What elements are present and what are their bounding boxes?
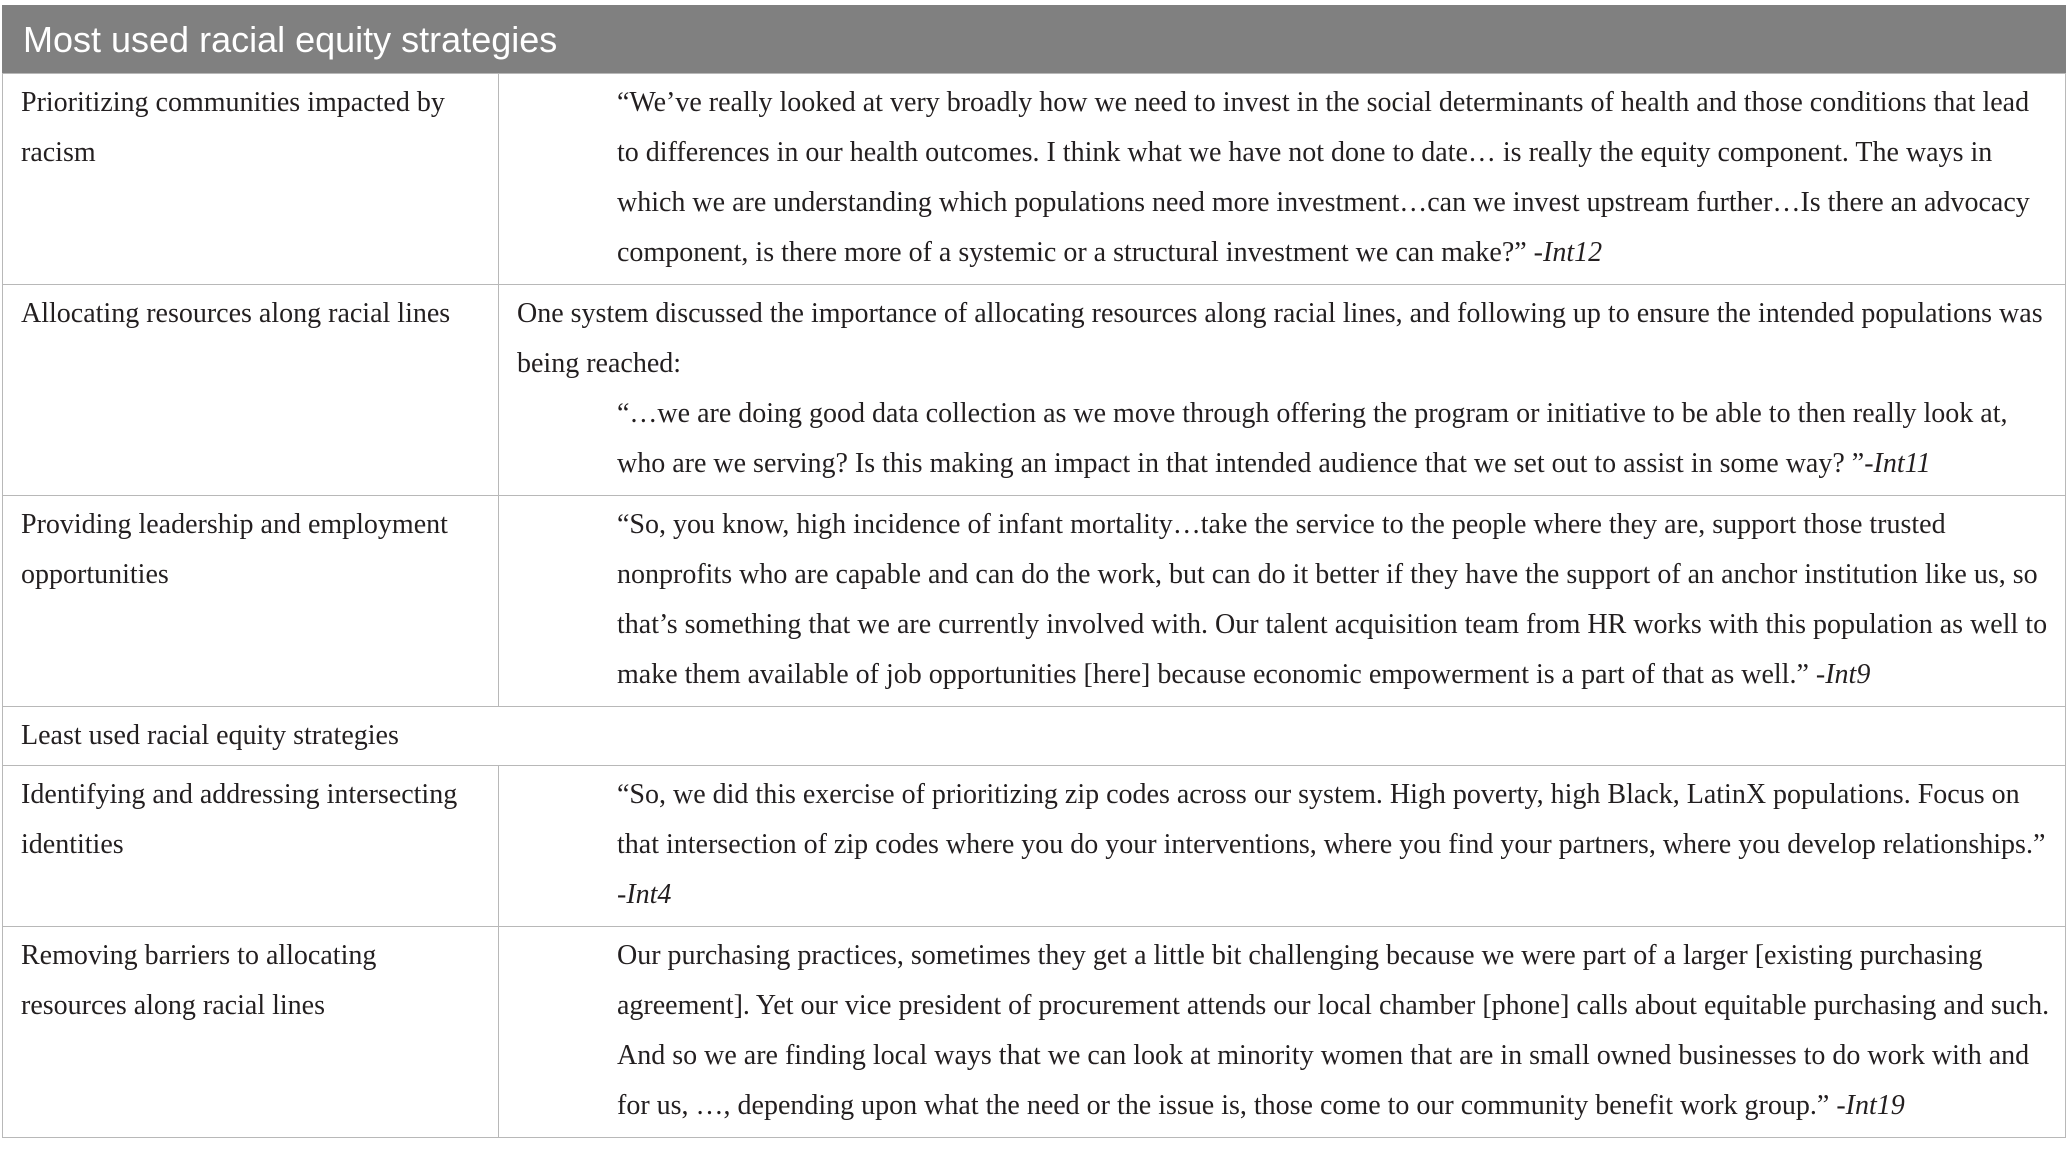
interview-source: -Int9: [1815, 659, 1871, 690]
section-row: [3, 707, 2066, 766]
table-row: [3, 766, 2066, 927]
interview-source: -Int11: [1864, 448, 1931, 479]
strategy-label: Allocating resources along racial lines: [3, 285, 499, 496]
table-header: Most used racial equity strategies: [2, 5, 2066, 73]
table-row: [3, 285, 2066, 496]
interview-source: -Int19: [1836, 1090, 1905, 1121]
quote: [517, 78, 2053, 278]
interview-source: -Int12: [1533, 237, 1603, 268]
intro-text: One system discussed the importance of allocating resources along racial lines, and following up to ensure the intended populations was being reached:: [517, 298, 2043, 379]
quote-text: “So, we did this exercise of prioritizing zip codes across our system. High poverty, high Black, LatinX populations. Focus on that intersection of zip codes where you do your interventions, where you find your partners, where you develop relationships.”: [617, 779, 2046, 860]
quote: [517, 931, 2053, 1131]
strategy-label: Identifying and addressing intersecting identities: [3, 766, 499, 927]
strategy-evidence: [499, 766, 2066, 927]
quote-text: “…we are doing good data collection as we move through offering the program or initiative to be able to then really look at, who are we serving? Is this making an impact in that intended audience that we set out to assist in some way? ”: [617, 398, 2008, 479]
strategies-table: [2, 5, 2066, 1138]
quote: [517, 500, 2053, 700]
quote-text: “So, you know, high incidence of infant mortality…take the service to the people where they are, support those trusted nonprofits who are capable and can do the work, but can do it better if they have the support of an anchor institution like us, so that’s something that we are currently involved with. Our talent acquisition team from HR works with this population as well to make them available of job opportunities [here] because economic empowerment is a part of that as well.”: [617, 509, 2048, 690]
quote: [517, 770, 2053, 920]
table-row: [3, 496, 2066, 707]
interview-source: -Int4: [617, 879, 672, 910]
quote-text: Our purchasing practices, sometimes they get a little bit challenging because we were part of a larger [existing purchasing agreement]. Yet our vice president of procurement attends our local chamber [phone] calls about equitable purchasing and such. And so we are finding local ways that we can look at minority women that are in small owned businesses to do work with and for us, …, depending upon what the need or the issue is, those come to our community benefit work group.”: [617, 940, 2050, 1121]
strategy-evidence: [499, 285, 2066, 496]
quote-text: “We’ve really looked at very broadly how we need to invest in the social determinants of health and those conditions that lead to differences in our health outcomes. I think what we have not done to date… is really the equity component. The ways in which we are understanding which populations need more investment…can we invest upstream further…Is there an advocacy component, is there more of a systemic or a structural investment we can make?”: [617, 87, 2030, 268]
strategy-evidence: [499, 496, 2066, 707]
table-row: [3, 74, 2066, 285]
table-row: [3, 927, 2066, 1138]
strategy-label: Prioritizing communities impacted by racism: [3, 74, 499, 285]
strategy-label: Providing leadership and employment opportunities: [3, 496, 499, 707]
strategy-evidence: [499, 74, 2066, 285]
strategy-label: Removing barriers to allocating resources along racial lines: [3, 927, 499, 1138]
section-title: Least used racial equity strategies: [3, 707, 2066, 766]
quote: [517, 389, 2053, 489]
strategies-grid: [2, 73, 2066, 1138]
strategy-evidence: [499, 927, 2066, 1138]
